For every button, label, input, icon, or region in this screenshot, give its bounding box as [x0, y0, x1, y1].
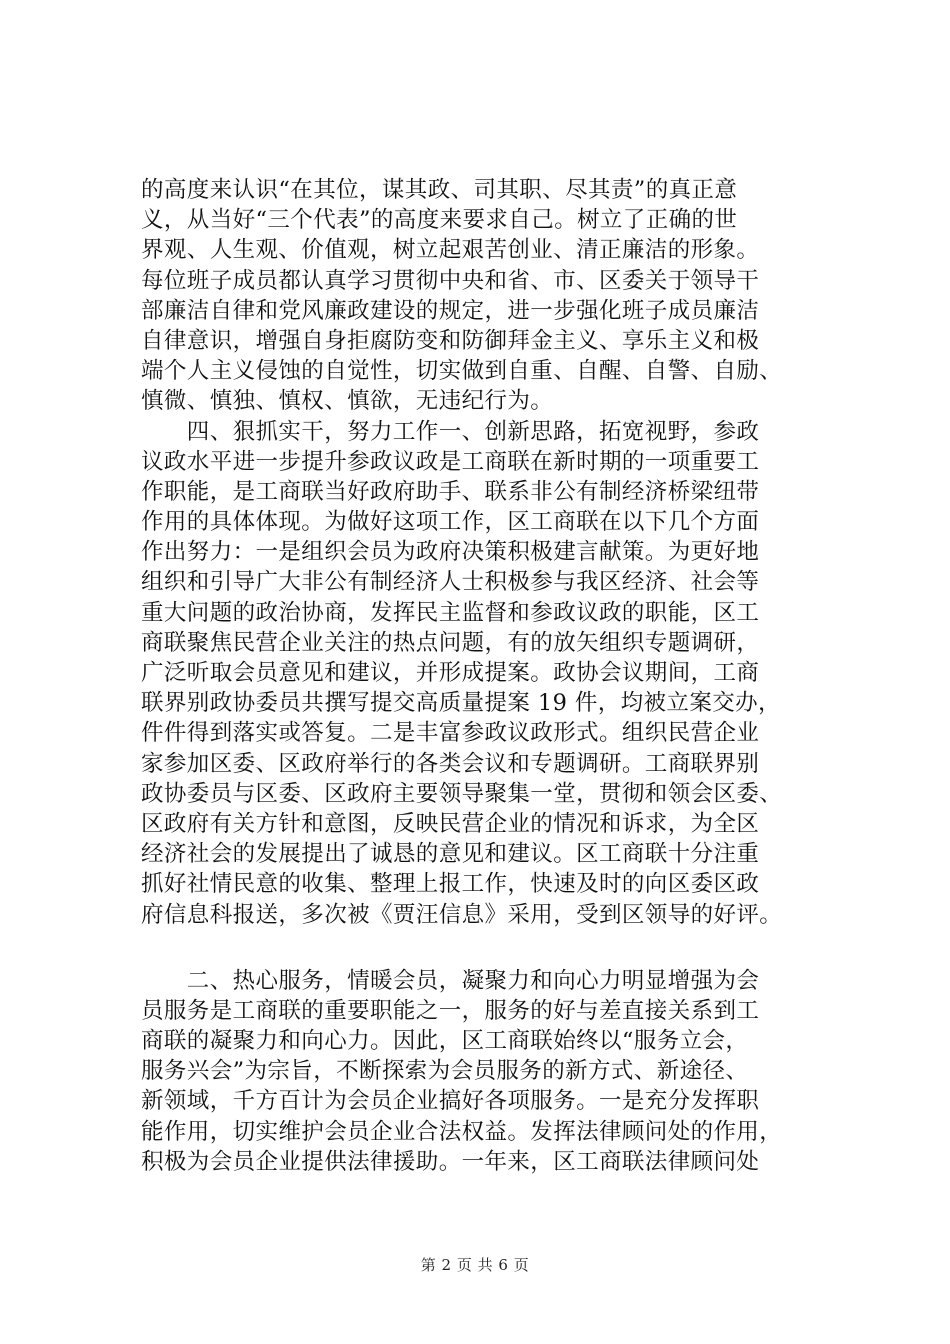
paragraph-block-1 [141, 175, 861, 930]
text-line: 政协委员与区委、区政府主要领导聚集一堂，贯彻和领会区委、 [141, 780, 783, 807]
text-line: 作用的具体体现。为做好这项工作，区工商联在以下几个方面 [141, 509, 760, 536]
text-line: 端个人主义侵蚀的自觉性，切实做到自重、自醒、自警、自励、 [141, 358, 783, 385]
text-line: 家参加区委、区政府举行的各类会议和专题调研。工商联界别 [141, 750, 760, 777]
text-line: 自律意识，增强自身拒腐防变和防御拜金主义、享乐主义和极 [141, 327, 760, 354]
text-line: 能作用，切实维护会员企业合法权益。发挥法律顾问处的作用， [141, 1118, 783, 1145]
text-line: 议政水平进一步提升参政议政是工商联在新时期的一项重要工 [141, 448, 760, 475]
text-line: 员服务是工商联的重要职能之一，服务的好与差直接关系到工 [141, 997, 760, 1024]
text-line: 积极为会员企业提供法律援助。一年来，区工商联法律顾问处 [141, 1148, 760, 1175]
text-line: 义，从当好“三个代表”的高度来要求自己。树立了正确的世 [141, 207, 738, 234]
text-line: 服务兴会”为宗旨，不断探索为会员服务的新方式、新途径、 [141, 1058, 749, 1085]
text-line: 商联聚焦民营企业关注的热点问题，有的放矢组织专题调研， [141, 629, 760, 656]
text-line: 界观、人生观、价值观，树立起艰苦创业、清正廉洁的形象。 [141, 237, 760, 264]
text-line: 件件得到落实或答复。二是丰富参政议政形式。组织民营企业 [141, 720, 760, 747]
paragraph-block-2 [141, 966, 861, 1177]
text-line: 慎微、慎独、慎权、慎欲，无违纪行为。 [141, 388, 554, 415]
text-line: 经济社会的发展提出了诚恳的意见和建议。区工商联十分注重 [141, 841, 760, 868]
text-line: 二、热心服务，情暖会员，凝聚力和向心力明显增强为会 [141, 967, 760, 994]
text-line: 区政府有关方针和意图，反映民营企业的情况和诉求，为全区 [141, 810, 760, 837]
body-text [141, 175, 861, 1177]
text-line: 四、狠抓实干，努力工作一、创新思路，拓宽视野，参政 [141, 418, 760, 445]
text-line: 联界别政协委员共撰写提交高质量提案 19 件，均被立案交办， [141, 690, 781, 717]
text-line: 府信息科报送，多次被《贾汪信息》采用，受到区领导的好评。 [141, 901, 783, 928]
text-line: 部廉洁自律和党风廉政建设的规定，进一步强化班子成员廉洁 [141, 297, 760, 324]
paragraph-gap [141, 930, 861, 966]
text-line: 广泛听取会员意见和建议，并形成提案。政协会议期间，工商 [141, 660, 760, 686]
text-line: 作出努力：一是组织会员为政府决策积极建言献策。为更好地 [141, 539, 760, 566]
text-line: 商联的凝聚力和向心力。因此，区工商联始终以“服务立会， [141, 1028, 749, 1055]
text-line: 作职能，是工商联当好政府助手、联系非公有制经济桥梁纽带 [141, 478, 760, 505]
text-line: 每位班子成员都认真学习贯彻中央和省、市、区委关于领导干 [141, 267, 760, 294]
page-footer: 第 2 页 共 6 页 [420, 1256, 530, 1274]
text-line: 新领域，千方百计为会员企业搞好各项服务。一是充分发挥职 [141, 1088, 760, 1115]
text-line: 抓好社情民意的收集、整理上报工作，快速及时的向区委区政 [141, 871, 760, 898]
text-line: 的高度来认识“在其位，谋其政、司其职、尽其责”的真正意 [141, 177, 738, 203]
text-line: 组织和引导广大非公有制经济人士积极参与我区经济、社会等 [141, 569, 760, 596]
text-line: 重大问题的政治协商，发挥民主监督和参政议政的职能，区工 [141, 599, 760, 626]
